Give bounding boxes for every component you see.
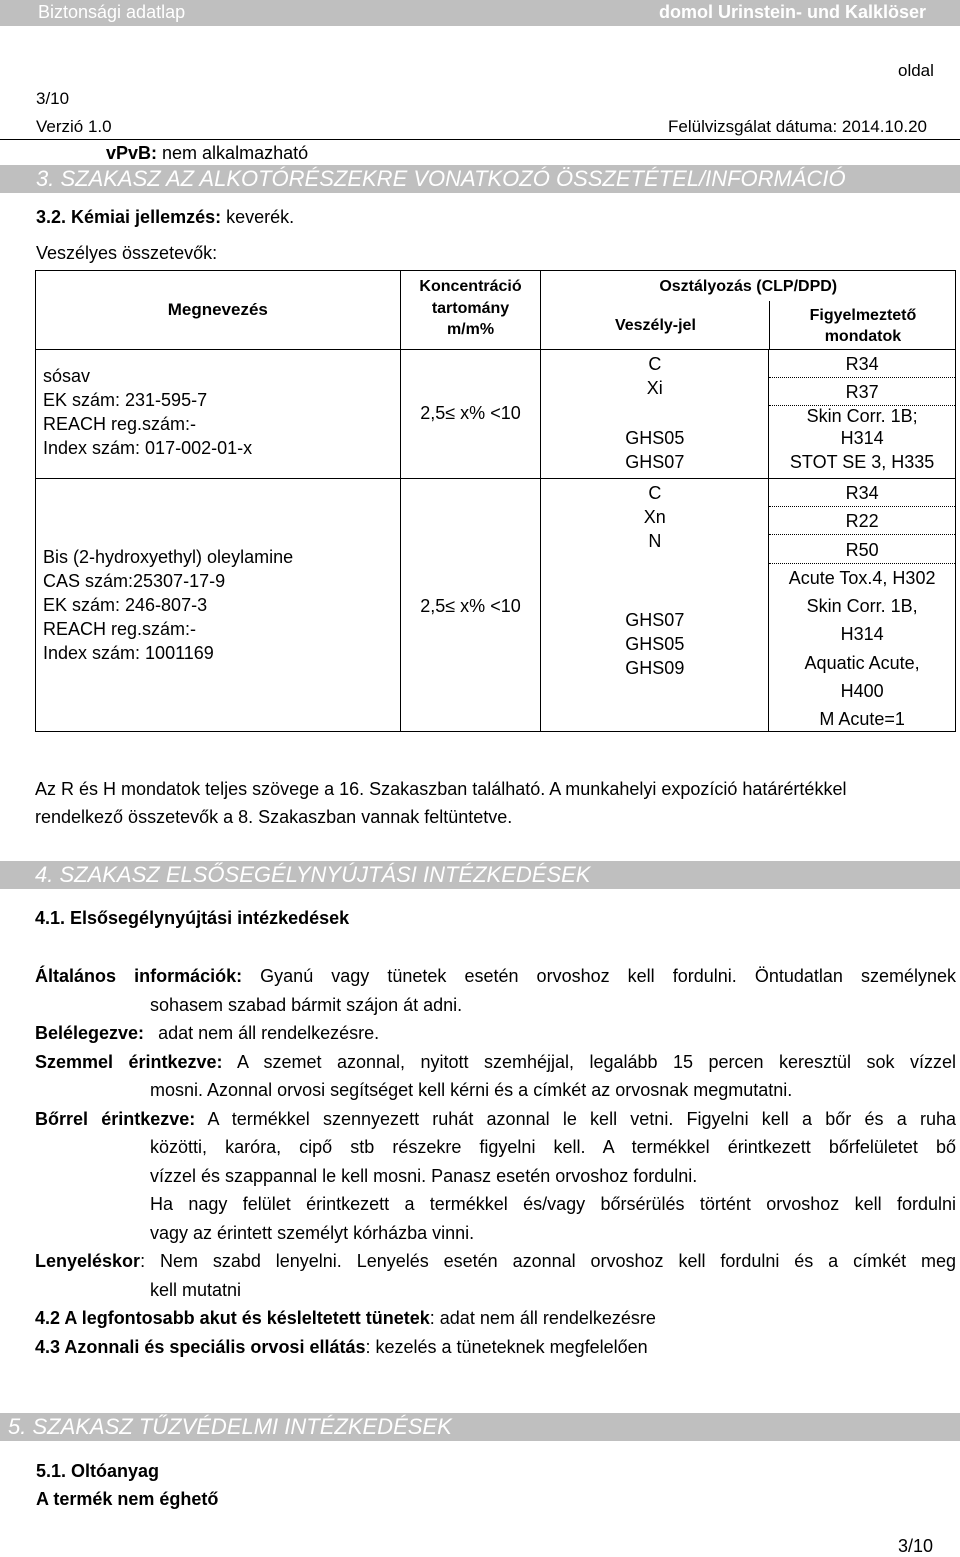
row2-name-5: Index szám: 1001169	[43, 643, 214, 663]
section3-2-label: 3.2. Kémiai jellemzés:	[36, 207, 222, 227]
skin-line-2: közötti, karóra, cipő stb részekre figyelni kell. A termékkel érintkezett bőrfelületet bő	[150, 1137, 956, 1157]
row2-conc	[400, 479, 541, 732]
composition-table	[35, 270, 956, 732]
page-number-top: 3/10	[36, 89, 70, 108]
ingest-line-1: Lenyeléskor: Nem szabd lenyelni. Lenyelés esetén azonnal orvoshoz kell fordulni és a címkét meg	[35, 1251, 956, 1271]
row2-sym-3: N	[648, 531, 662, 551]
section5-1-title: 5.1. Oltóanyag	[36, 1461, 160, 1481]
row1-phr-1: R34	[845, 354, 879, 374]
row1-phr-3: Skin Corr. 1B;	[806, 406, 918, 426]
row2-name-2: CAS szám:25307-17-9	[43, 571, 226, 591]
vpvb-label: vPvB:	[106, 143, 158, 163]
vpvb-line	[106, 143, 308, 164]
general-line-1: Általános információk: Gyanú vagy tünetek esetén orvoshoz kell fordulni. Öntudatlan személynek	[35, 966, 956, 986]
row1-phr-4: H314	[840, 428, 884, 448]
version: Verzió 1.0	[36, 117, 112, 136]
row1-phr-2: R37	[845, 382, 879, 402]
row2-sym-1: C	[648, 483, 662, 503]
row2-name-3: EK szám: 246-807-3	[43, 595, 208, 615]
row2-phr-8: H400	[840, 681, 884, 701]
row2-name-1: Bis (2-hydroxyethyl) oleylamine	[43, 547, 294, 567]
s43-label: 4.3 Azonnali és speciális orvosi ellátás	[35, 1336, 366, 1357]
eye-line-1: Szemmel érintkezve: A szemet azonnal, nyitott szemhéjjal, legalább 15 percen keresztül sok vízzel	[35, 1051, 956, 1072]
row1-conc-value: 2,5≤ x% <10	[420, 403, 521, 423]
row2-phrases	[769, 479, 956, 732]
row2-sym-2: Xn	[643, 507, 666, 527]
header-class	[541, 271, 956, 350]
inhal-label: Belélegezve:	[35, 1023, 145, 1043]
row1-phr-5: STOT SE 3, H335	[789, 452, 935, 472]
col-name-label: Megnevezés	[167, 300, 268, 319]
revision-date: Felülvizsgálat dátuma: 2014.10.20	[668, 117, 927, 136]
section3-title: 3. SZAKASZ AZ ALKOTÓRÉSZEKRE VONATKOZÓ ÖSSZETÉTEL/INFORMÁCIÓ	[36, 166, 846, 191]
page-header	[0, 0, 960, 26]
row2-name	[36, 479, 401, 732]
vpvb-value: nem alkalmazható	[157, 143, 309, 163]
col-class-label: Osztályozás (CLP/DPD)	[659, 278, 838, 295]
eye-label: Szemmel érintkezve:	[35, 1051, 223, 1072]
header-name	[36, 271, 401, 350]
row1-symbols	[541, 350, 769, 479]
col-phrases-1: Figyelmeztető	[809, 307, 917, 324]
skin-line-1: Bőrrel érintkezve: A termékkel szennyezett ruhát azonnal le kell vetni. Figyelni kell a bőr és a ruha	[35, 1108, 957, 1129]
row2-conc-value: 2,5≤ x% <10	[420, 596, 521, 616]
row2-sym-4: GHS07	[625, 610, 685, 630]
footer-page-number: 3/10	[898, 1536, 934, 1556]
skin-line-3: vízzel és szappannal le kell mosni. Panasz esetén orvoshoz fordulni.	[150, 1165, 698, 1186]
s42-line: 4.2 A legfontosabb akut és késleltetett tünetek: adat nem áll rendelkezésre	[35, 1308, 656, 1328]
row1-name	[36, 350, 401, 479]
section4-1-title: 4.1. Elsősegélynyújtási intézkedések	[35, 908, 350, 928]
skin-label: Bőrrel érintkezve:	[35, 1108, 196, 1129]
row2-symbols	[541, 479, 769, 732]
row1-sym-4: GHS07	[625, 452, 685, 472]
row1-conc	[400, 350, 541, 479]
product-name: domol Urinstein- und Kalklöser	[658, 2, 926, 22]
row2-phr-9: M Acute=1	[819, 709, 905, 729]
note-line-2: rendelkező összetevők a 8. Szakaszban vannak feltüntetve.	[35, 807, 513, 827]
row2-phr-5: Skin Corr. 1B,	[806, 596, 918, 616]
col-conc-3: m/m%	[446, 321, 495, 338]
row2-phr-2: R22	[845, 511, 879, 531]
col-conc-2: tartomány	[431, 300, 510, 317]
row1-sym-1: C	[648, 354, 662, 374]
table-row	[36, 350, 956, 479]
row1-name-4: Index szám: 017-002-01-x	[43, 438, 253, 458]
section3-band	[0, 165, 960, 193]
row1-sym-2: Xi	[646, 378, 663, 398]
section3-2	[36, 207, 294, 228]
section5-title: 5. SZAKASZ TŰZVÉDELMI INTÉZKEDÉSEK	[8, 1414, 452, 1439]
hazardous-components-label: Veszélyes összetevők:	[36, 243, 218, 263]
row1-sym-3: GHS05	[625, 428, 685, 448]
page-label: oldal	[898, 61, 934, 80]
row1-name-2: EK szám: 231-595-7	[43, 390, 208, 410]
row1-phrases	[769, 350, 956, 479]
header-conc	[400, 271, 541, 350]
row2-phr-4: Acute Tox.4, H302	[788, 568, 936, 588]
row1-name-1: sósav	[43, 366, 91, 386]
row2-phr-7: Aquatic Acute,	[804, 653, 920, 673]
section4-title: 4. SZAKASZ ELSŐSEGÉLYNYÚJTÁSI INTÉZKEDÉSEK	[35, 862, 591, 887]
ingest-label: Lenyeléskor	[35, 1251, 141, 1271]
row2-phr-6: H314	[840, 624, 884, 644]
header-rule	[0, 139, 960, 140]
row2-phr-3: R50	[845, 540, 879, 560]
general-line-2: sohasem szabad bármit szájon át adni.	[150, 994, 463, 1015]
section4-band	[0, 861, 960, 889]
skin-line-4: Ha nagy felület érintkezett a termékkel és/vagy bőrsérülés történt orvoshoz kell fordulni	[150, 1194, 956, 1214]
col-hazard-label: Veszély-jel	[614, 317, 696, 334]
note-line-1: Az R és H mondatok teljes szövege a 16. Szakaszban található. A munkahelyi expozíció határértékkel	[35, 779, 847, 799]
col-phrases-2: mondatok	[824, 328, 902, 345]
row1-name-3: REACH reg.szám:-	[43, 414, 197, 434]
ingest-line-2: kell mutatni	[150, 1279, 242, 1300]
inhal-line: Belélegezve: adat nem áll rendelkezésre.	[35, 1023, 380, 1043]
section5-band	[0, 1413, 960, 1441]
document-type: Biztonsági adatlap	[38, 2, 186, 22]
row2-sym-5: GHS05	[625, 634, 685, 654]
section4-body	[35, 962, 956, 1361]
general-label: Általános információk:	[35, 966, 243, 986]
section3-2-value: keverék.	[221, 207, 295, 227]
s43-line: 4.3 Azonnali és speciális orvosi ellátás: kezelés a tüneteknek megfelelően	[35, 1336, 648, 1357]
table-row	[36, 479, 956, 732]
skin-line-5: vagy az érintett személyt kórházba vinni.	[150, 1222, 475, 1243]
s42-label: 4.2 A legfontosabb akut és késleltetett tünetek	[35, 1308, 430, 1328]
col-conc-1: Koncentráció	[419, 278, 522, 295]
row2-sym-6: GHS09	[625, 658, 685, 678]
eye-line-2: mosni. Azonnal orvosi segítséget kell kérni és a címkét az orvosnak megmutatni.	[150, 1080, 793, 1100]
section5-text: A termék nem éghető	[36, 1489, 219, 1509]
row2-phr-1: R34	[845, 483, 879, 503]
row2-name-4: REACH reg.szám:-	[43, 619, 197, 639]
